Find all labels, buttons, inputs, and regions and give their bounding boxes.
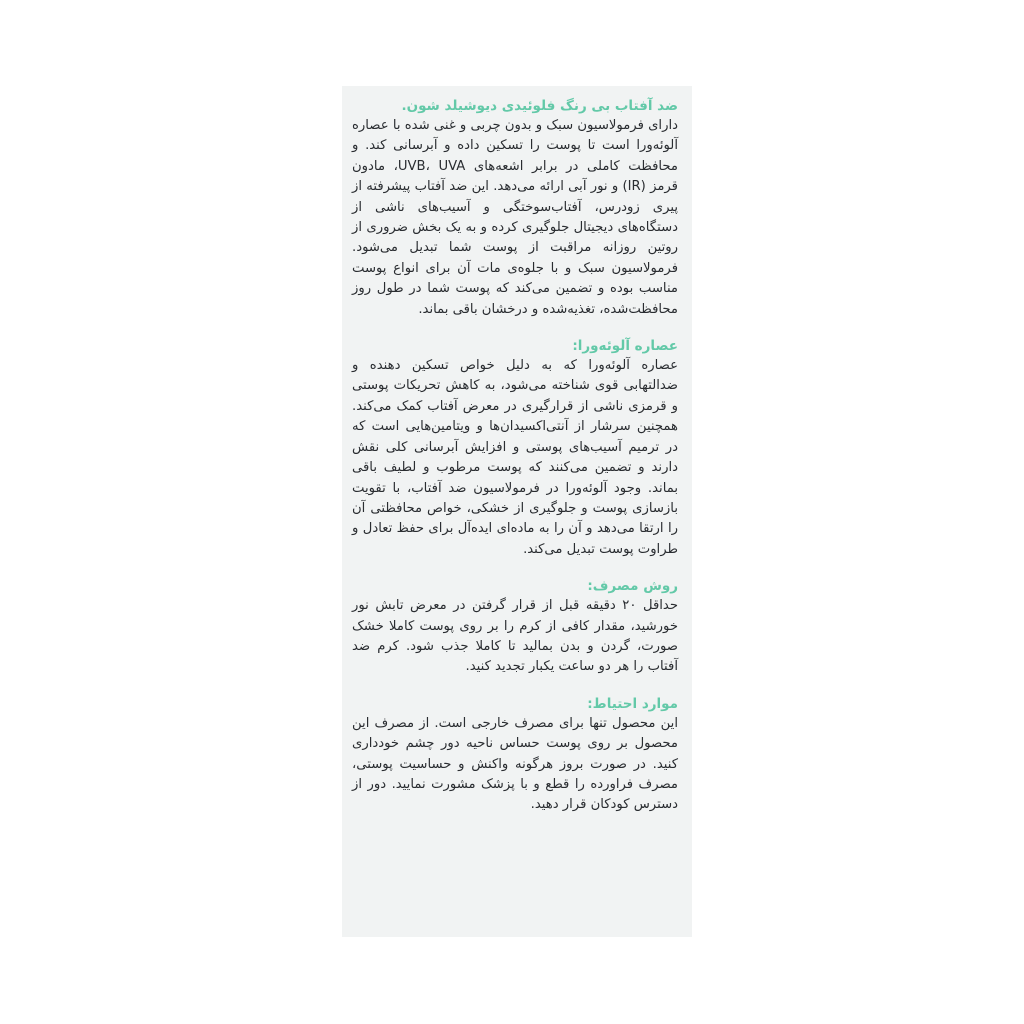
section-title-precautions: موارد احتیاط: [587,695,678,712]
section-body-usage: حداقل ۲۰ دقیقه قبل از قرار گرفتن در معرض تابش نور خورشید، مقدار کافی از کرم را بر روی پوست کاملا خشک صورت، گردن و بدن بمالید تا کاملا جذب شود. کرم ضد آفتاب را هر دو ساعت یکبار تجدید کنید. [352,598,678,675]
section-product-description [352,96,678,320]
section-title-product: ضد آفتاب بی رنگ فلوئیدی دیوشیلد شون. [401,98,678,114]
product-info-card [342,86,692,937]
section-title-aloe-vera: عصاره آلوئه‌ورا: [572,338,678,355]
section-title-usage: روش مصرف: [587,578,678,595]
section-aloe-vera [352,336,678,560]
section-body-product: دارای فرمولاسیون سبک و بدون چربی و غنی شده با عصاره آلوئه‌ورا است تا پوست را تسکین داده و آبرسانی کند. و محافظت کاملی در برابر اشعه‌های UVB، UVA، مادون قرمز (IR) و نور آبی ارائه می‌دهد. این ضد آفتاب پیشرفته از پیری زودرس، آفتاب‌سوختگی و آسیب‌های ناشی از دستگاه‌های دیجیتال جلوگیری کرده و به یک بخش ضروری از روتین روزانه مراقبت از پوست شما تبدیل می‌شود. فرمولاسیون سبک و با جلوه‌ی مات آن برای انواع پوست مناسب بوده و تضمین می‌کند که پوست شما در طول روز محافظت‌شده، تغذیه‌شده و درخشان باقی بماند. [352,118,678,317]
section-body-precautions: این محصول تنها برای مصرف خارجی است. از مصرف این محصول بر روی پوست حساس ناحیه دور چشم خودداری کنید. در صورت بروز هرگونه واکنش و حساسیت پوستی، مصرف فراورده را قطع و با پزشک مشورت نمایید. دور از دسترس کودکان قرار دهید. [352,715,678,813]
section-usage [352,576,678,678]
section-precautions [352,694,678,816]
section-body-aloe-vera: عصاره آلوئه‌ورا که به دلیل خواص تسکین دهنده و ضدالتهابی قوی شناخته می‌شود، به کاهش تحریکات پوستی و قرمزی ناشی از قرارگیری در معرض آفتاب کمک می‌کند. همچنین سرشار از آنتی‌اکسیدان‌ها و ویتامین‌هایی است که در ترمیم آسیب‌های پوستی و افزایش آبرسانی کلی نقش دارند و تضمین می‌کنند که پوست مرطوب و لطیف باقی بماند. وجود آلوئه‌ورا در فرمولاسیون ضد آفتاب، با تقویت بازسازی پوست و جلوگیری از خشکی، خواص محافظتی آن را ارتقا می‌دهد و آن را به ماده‌ای ایده‌آل برای حفظ تعادل و طراوت پوست تبدیل می‌کند. [352,358,678,557]
